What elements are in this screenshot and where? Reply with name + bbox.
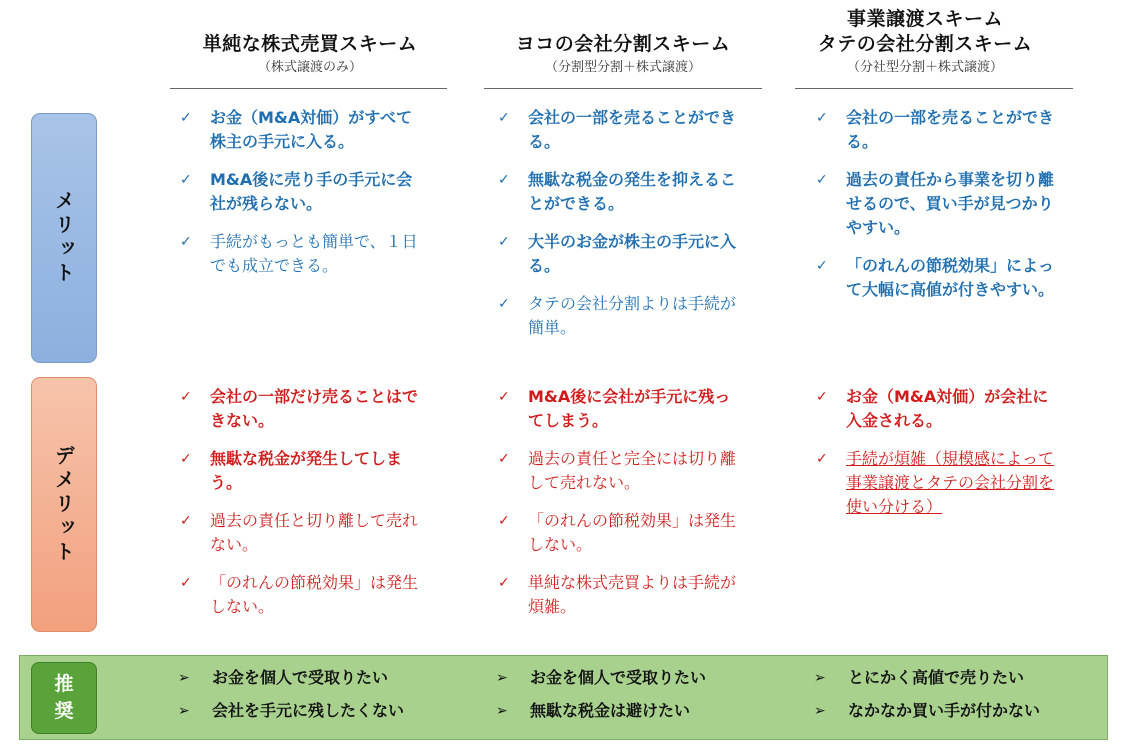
recommend-label-2: 奨 [54,700,74,722]
demerit-item [812,385,1062,433]
column-header-3 [780,7,1070,77]
recommend-text: お金を個人で受取りたい [212,668,389,687]
recommend-label-1: 推 [54,673,74,695]
check-icon: ✓ [180,575,192,591]
merit-text: 無駄な税金の発生を抑えることができる。 [528,170,737,213]
merit-text: 手続がもっとも簡単で、１日でも成立できる。 [210,232,418,275]
check-icon: ✓ [180,513,192,529]
demerit-list-3 [812,385,1062,533]
merit-item [176,168,426,216]
check-icon: ✓ [816,389,828,405]
merit-list-3 [812,106,1062,316]
demerit-text: 過去の責任と切り離して売れない。 [210,511,419,554]
recommend-item [170,701,460,721]
demerit-text: 「のれんの節税効果」は発生しない。 [210,573,419,616]
merit-item [176,106,426,154]
demerit-item [494,385,744,433]
column-divider [170,88,447,89]
merit-text: 過去の責任から事業を切り離せるので、買い手が見つかりやすい。 [846,170,1055,237]
recommend-text: お金を個人で受取りたい [530,668,707,687]
column-subtitle: （分社型分割＋株式譲渡） [846,60,1003,75]
check-icon: ✓ [816,451,828,467]
demerit-item [494,571,744,619]
demerit-item [494,509,744,557]
recommend-item [170,668,460,688]
check-icon: ✓ [180,234,192,250]
recommend-list-3 [806,668,1096,734]
merit-list-1 [176,106,426,292]
merit-item [494,168,744,216]
demerit-text: お金（M&A対価）が会社に入金される。 [846,387,1049,430]
column-title: 単純な株式売買スキーム [202,33,418,55]
arrow-icon: ➢ [178,670,190,686]
demerit-text: M&A後に会社が手元に残ってしまう。 [528,387,731,430]
column-title: ヨコの会社分割スキーム [515,33,731,55]
demerit-text: 手続が煩雑（規模感によって事業譲渡とタテの会社分割を使い分ける） [846,449,1055,516]
recommend-text: とにかく高値で売りたい [848,668,1025,687]
merit-list-2 [494,106,744,354]
column-subtitle: （株式譲渡のみ） [257,60,362,75]
recommend-list-1 [170,668,460,734]
recommend-item [488,701,778,721]
demerit-label-box [31,377,97,632]
demerit-item [176,509,426,557]
demerit-text: 「のれんの節税効果」は発生しない。 [528,511,737,554]
merit-item [812,254,1062,302]
check-icon: ✓ [180,451,192,467]
column-header-1 [165,32,455,77]
column-divider [484,88,762,89]
merit-text: M&A後に売り手の手元に会社が残らない。 [210,170,413,213]
column-title: 事業譲渡スキーム [846,8,1003,30]
check-icon: ✓ [498,172,510,188]
column-header-2 [478,32,768,77]
merit-text: タテの会社分割よりは手続が簡単。 [528,294,737,337]
arrow-icon: ➢ [814,703,826,719]
check-icon: ✓ [498,234,510,250]
check-icon: ✓ [498,389,510,405]
merit-text: お金（M&A対価）がすべて株主の手元に入る。 [210,108,412,151]
column-divider [795,88,1073,89]
arrow-icon: ➢ [178,703,190,719]
merit-item [176,230,426,278]
merit-item [812,168,1062,240]
column-title-line2: タテの会社分割スキーム [817,33,1033,55]
merit-label-box [31,113,97,363]
merit-text: 会社の一部を売ることができる。 [846,108,1055,151]
check-icon: ✓ [180,110,192,126]
demerit-item [812,447,1062,519]
demerit-label: デメリット [51,444,76,565]
arrow-icon: ➢ [496,703,508,719]
check-icon: ✓ [180,172,192,188]
column-subtitle: （分割型分割＋株式譲渡） [544,60,701,75]
demerit-item [176,385,426,433]
recommend-text: 無駄な税金は避けたい [530,701,691,720]
recommend-text: 会社を手元に残したくない [212,701,405,720]
merit-text: 「のれんの節税効果」によって大幅に高値が付きやすい。 [846,256,1055,299]
merit-label: メリット [51,190,76,286]
demerit-text: 過去の責任と完全には切り離して売れない。 [528,449,737,492]
demerit-text: 無駄な税金が発生してしまう。 [210,449,403,492]
arrow-icon: ➢ [496,670,508,686]
merit-item [494,292,744,340]
demerit-text: 会社の一部だけ売ることはできない。 [210,387,419,430]
recommend-item [488,668,778,688]
check-icon: ✓ [816,172,828,188]
demerit-item [494,447,744,495]
check-icon: ✓ [498,575,510,591]
demerit-item [176,447,426,495]
recommend-item [806,668,1096,688]
check-icon: ✓ [498,451,510,467]
merit-text: 大半のお金が株主の手元に入る。 [528,232,737,275]
check-icon: ✓ [816,258,828,274]
demerit-item [176,571,426,619]
check-icon: ✓ [180,389,192,405]
check-icon: ✓ [498,513,510,529]
check-icon: ✓ [816,110,828,126]
merit-item [494,106,744,154]
recommend-list-2 [488,668,778,734]
check-icon: ✓ [498,296,510,312]
demerit-text: 単純な株式売買よりは手続が煩雑。 [528,573,737,616]
arrow-icon: ➢ [814,670,826,686]
merit-item [494,230,744,278]
check-icon: ✓ [498,110,510,126]
recommend-item [806,701,1096,721]
merit-text: 会社の一部を売ることができる。 [528,108,737,151]
recommend-badge [31,662,97,734]
recommend-text: なかなか買い手が付かない [848,701,1041,720]
merit-item [812,106,1062,154]
demerit-list-1 [176,385,426,633]
demerit-list-2 [494,385,744,633]
